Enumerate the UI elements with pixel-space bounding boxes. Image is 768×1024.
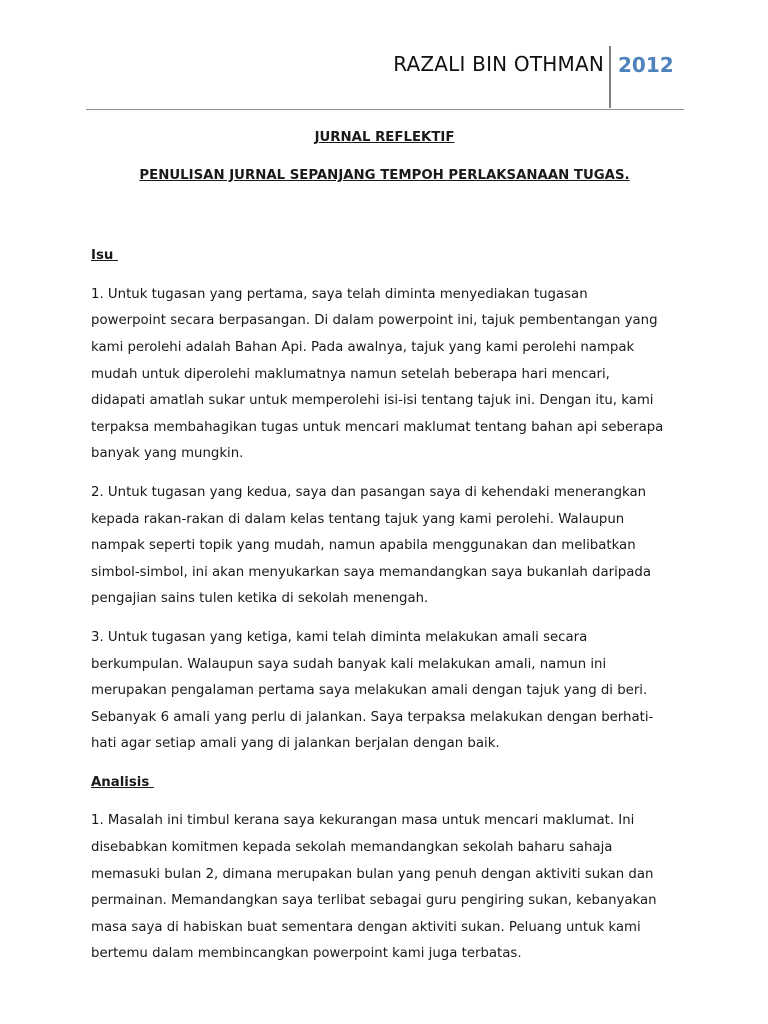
- isu-paragraph-2: 2. Untuk tugasan yang kedua, saya dan pasangan saya di kehendaki menerangkan kepada rakan-rakan di dalam kelas tentang tajuk yang kami perolehi. Walaupun nampak seperti topik yang mudah, namun apabila menggunakan dan melibatkan simbol-simbol, ini akan menyukarkan saya memandangkan saya bukanlah daripada pengajian sains tulen ketika di sekolah menengah.: [91, 484, 651, 607]
- isu-paragraph-1: 1. Untuk tugasan yang pertama, saya telah diminta menyediakan tugasan powerpoint secara berpasangan. Di dalam powerpoint ini, tajuk pembentangan yang kami perolehi adalah Bahan Api. Pada awalnya, tajuk yang kami perolehi nampak mudah untuk diperolehi maklumatnya namun setelah beberapa hari mencari, didapati amatlah sukar untuk memperolehi isi-isi tentang tajuk ini. Dengan itu, kami terpaksa membahagikan tugas untuk mencari maklumat tentang bahan api seberapa banyak yang mungkin.: [91, 286, 664, 462]
- header-year: 2012: [618, 53, 674, 77]
- analisis-paragraph-1: 1. Masalah ini timbul kerana saya kekurangan masa untuk mencari maklumat. Ini disebabkan komitmen kepada sekolah memandangkan sekolah baharu sahaja memasuki bulan 2, dimana merupakan bulan yang penuh dengan aktiviti sukan dan permainan. Memandangkan saya terlibat sebagai guru pengiring sukan, kebanyakan masa saya di habiskan buat sementara dengan aktiviti sukan. Peluang untuk kami bertemu dalam membincangkan powerpoint kami juga terbatas.: [91, 813, 657, 962]
- author-name: RAZALI BIN OTHMAN: [393, 52, 604, 76]
- header-divider: [609, 46, 611, 108]
- document-title: JURNAL REFLEKTIF: [314, 130, 455, 145]
- section-heading-isu: Isu: [91, 248, 118, 264]
- section-heading-analisis: Analisis: [91, 774, 154, 790]
- document-body: [91, 125, 678, 968]
- header-rule: [86, 109, 684, 110]
- isu-paragraph-3: 3. Untuk tugasan yang ketiga, kami telah diminta melakukan amali secara berkumpulan. Walaupun saya sudah banyak kali melakukan amali, namun ini merupakan pengalaman pertama saya melakukan amali dengan tajuk yang di beri. Sebanyak 6 amali yang perlu di jalankan. Saya terpaksa melakukan dengan berhati- hati agar setiap amali yang di jalankan berjalan dengan baik.: [91, 629, 654, 752]
- document-subtitle: PENULISAN JURNAL SEPANJANG TEMPOH PERLAKSANAAN TUGAS.: [139, 167, 630, 183]
- page-header: [0, 0, 768, 110]
